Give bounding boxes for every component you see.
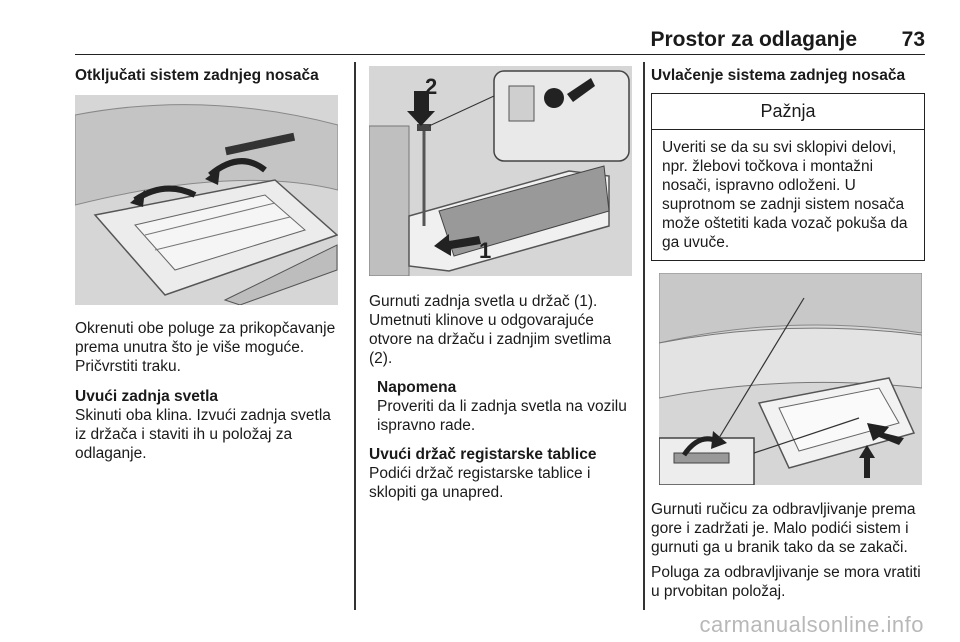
illustration-insert-lights bbox=[369, 66, 632, 276]
page-title: Prostor za odlaganje bbox=[650, 28, 857, 51]
text-remove-pins: Skinuti oba klina. Izvući zadnja svetla iz držača i staviti ih u položaj za odlaganje. bbox=[75, 407, 331, 462]
column-divider-left bbox=[354, 62, 356, 610]
caution-box bbox=[651, 93, 925, 261]
text-lever-return: Poluga za odbravljivanje se mora vratiti u prvobitan položaj. bbox=[651, 564, 921, 600]
callout-2: 2 bbox=[425, 74, 438, 99]
column-1 bbox=[75, 66, 345, 463]
page-number: 73 bbox=[901, 28, 925, 51]
caution-text: Uveriti se da su svi sklopivi delovi, npr. žlebovi točkova i montažni nosači, ispravno odloženi. U suprotnom se zadnji sistem nosača može oštetiti kada vozač pokuša da ga uvuče. bbox=[662, 139, 908, 251]
callout-1: 1 bbox=[479, 238, 492, 263]
text-push-lights: Gurnuti zadnja svetla u držač (1). Umetnuti klinove u odgovarajuće otvore na držaču i zadnjim svetlima (2). bbox=[369, 293, 612, 367]
illustration-unlock-levers bbox=[75, 95, 338, 305]
page-header bbox=[75, 26, 925, 55]
column-3 bbox=[651, 66, 925, 601]
column-2 bbox=[369, 66, 634, 502]
text-turn-levers: Okrenuti obe poluge za prikopčavanje prema unutra što je više moguće. Pričvrstiti traku. bbox=[75, 320, 336, 375]
column-divider-right bbox=[643, 62, 645, 610]
note-text: Proveriti da li zadnja svetla na vozilu ispravno rade. bbox=[377, 398, 627, 434]
caution-title: Pažnja bbox=[652, 94, 924, 130]
note-title: Napomena bbox=[377, 379, 457, 396]
heading-retract-carrier: Uvlačenje sistema zadnjeg nosača bbox=[651, 67, 906, 84]
text-lift-plate-holder: Podići držač registarske tablice i sklopiti ga unapred. bbox=[369, 465, 591, 501]
heading-retract-plate-holder: Uvući držač registarske tablice bbox=[369, 446, 597, 463]
heading-unlock-carrier: Otključati sistem zadnjeg nosača bbox=[75, 67, 319, 84]
heading-retract-lights: Uvući zadnja svetla bbox=[75, 388, 219, 405]
illustration-push-carrier bbox=[659, 273, 922, 485]
text-push-release-handle: Gurnuti ručicu za odbravljivanje prema gore i zadržati je. Malo podići sistem i gurnuti ga u branik tako da se zakači. bbox=[651, 501, 916, 556]
watermark: carmanualsonline.info bbox=[699, 612, 924, 637]
